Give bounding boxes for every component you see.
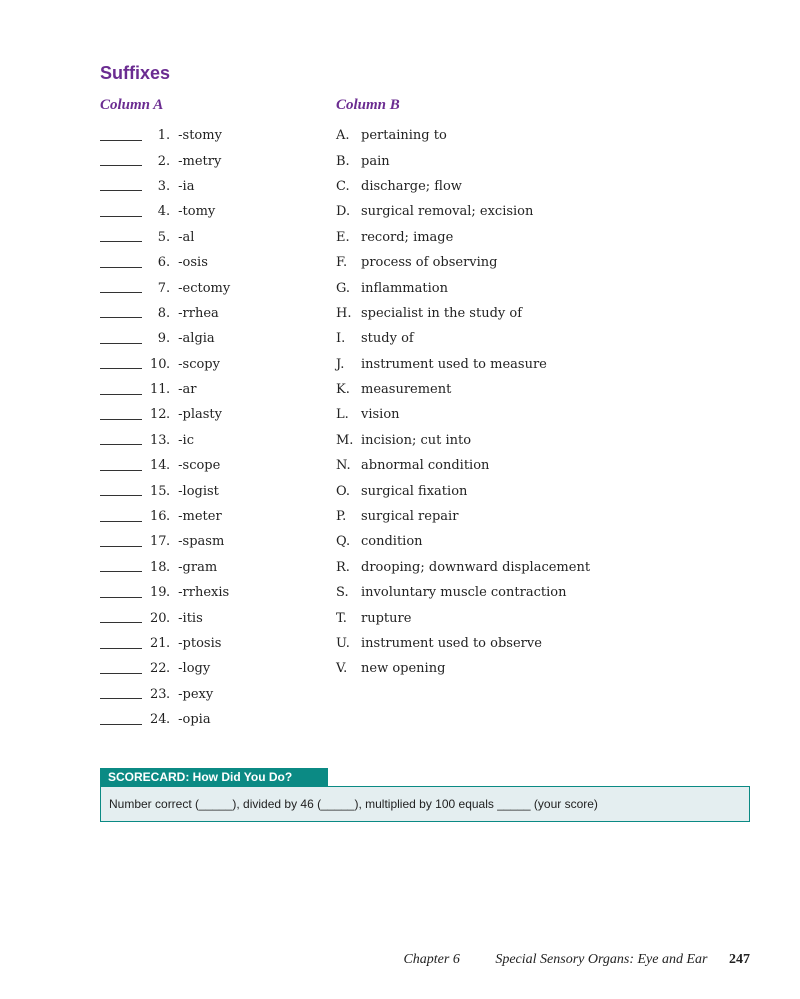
item-number-dot: . — [166, 686, 171, 702]
meaning-text: discharge; flow — [361, 178, 462, 194]
column-a-item — [100, 428, 230, 453]
item-number-dot: . — [166, 483, 171, 499]
meaning-text: surgical fixation — [361, 483, 468, 499]
answer-blank[interactable] — [100, 367, 142, 369]
item-number: 16 — [150, 509, 167, 525]
column-b-item — [336, 148, 590, 173]
answer-blank[interactable] — [100, 215, 142, 217]
item-letter: O. — [336, 483, 351, 499]
answer-blank[interactable] — [100, 621, 142, 623]
item-number: 24 — [150, 712, 167, 728]
meaning-text: study of — [361, 331, 414, 347]
meaning-text: surgical repair — [361, 509, 459, 525]
item-letter: L. — [336, 407, 349, 423]
column-b-item — [336, 174, 590, 199]
item-number-dot: . — [166, 229, 171, 245]
item-number-dot: . — [166, 128, 171, 144]
item-number: 12 — [150, 407, 167, 423]
suffix-term: -logist — [178, 483, 219, 499]
answer-blank[interactable] — [100, 469, 142, 471]
answer-blank[interactable] — [100, 164, 142, 166]
meaning-text: process of observing — [361, 255, 498, 271]
item-number: 14 — [150, 458, 167, 474]
item-letter: E. — [336, 229, 350, 245]
answer-blank[interactable] — [100, 240, 142, 242]
meaning-text: vision — [361, 407, 400, 423]
answer-blank[interactable] — [100, 494, 142, 496]
item-number-dot: . — [166, 305, 171, 321]
item-number: 17 — [150, 534, 167, 550]
suffix-term: -gram — [178, 559, 218, 575]
column-a-item — [100, 199, 230, 224]
suffix-term: -scopy — [178, 356, 220, 372]
item-letter: F. — [336, 255, 348, 271]
column-b-item — [336, 199, 590, 224]
item-letter: B. — [336, 153, 350, 169]
suffix-term: -al — [178, 229, 195, 245]
scorecard-text: Number correct (_____), divided by 46 (_____), multiplied by 100 equals _____ (your score) — [109, 797, 598, 811]
item-number-dot: . — [166, 559, 171, 575]
column-a-item — [100, 453, 230, 478]
column-a-item — [100, 555, 230, 580]
item-number-dot: . — [166, 382, 171, 398]
answer-blank[interactable] — [100, 443, 142, 445]
scorecard — [100, 768, 750, 822]
answer-blank[interactable] — [100, 139, 142, 141]
suffix-term: -itis — [178, 610, 203, 626]
suffix-term: -ar — [178, 382, 197, 398]
item-letter: G. — [336, 280, 351, 296]
scorecard-title: SCORECARD: How Did You Do? — [100, 768, 328, 786]
suffix-term: -tomy — [178, 204, 216, 220]
section-title: Suffixes — [100, 63, 171, 83]
item-letter: H. — [336, 305, 352, 321]
column-b-item — [336, 225, 590, 250]
column-b-item — [336, 605, 590, 630]
item-letter: R. — [336, 559, 350, 575]
answer-blank[interactable] — [100, 672, 142, 674]
column-a-item — [100, 377, 230, 402]
meaning-text: instrument used to observe — [361, 636, 542, 651]
answer-blank[interactable] — [100, 520, 142, 522]
item-number: 8 — [157, 305, 166, 321]
column-b-item — [336, 504, 590, 529]
item-number: 9 — [157, 331, 166, 347]
item-letter: I. — [336, 331, 346, 347]
column-a-item — [100, 529, 230, 554]
column-a-item — [100, 225, 230, 250]
answer-blank[interactable] — [100, 393, 142, 395]
meaning-text: pertaining to — [361, 128, 447, 144]
item-letter: K. — [336, 382, 350, 398]
suffix-term: -metry — [178, 153, 222, 169]
suffix-term: -rrhexis — [178, 585, 230, 601]
answer-blank[interactable] — [100, 545, 142, 547]
meaning-text: rupture — [361, 610, 412, 626]
item-number: 6 — [157, 255, 166, 271]
column-a-item — [100, 504, 230, 529]
column-b-item — [336, 478, 590, 503]
column-b-heading: Column B — [336, 97, 400, 113]
item-number: 23 — [150, 686, 167, 702]
column-b-item — [336, 453, 590, 478]
answer-blank[interactable] — [100, 570, 142, 572]
item-number-dot: . — [166, 585, 171, 601]
column-a-item — [100, 402, 230, 427]
meaning-text: pain — [361, 153, 390, 169]
item-number: 2 — [157, 153, 166, 169]
meaning-text: involuntary muscle contraction — [361, 585, 567, 601]
item-number-dot: . — [166, 280, 171, 296]
answer-blank[interactable] — [100, 697, 142, 699]
item-number: 3 — [157, 178, 166, 194]
item-letter: Q. — [336, 534, 351, 550]
suffix-term: -ia — [178, 178, 195, 194]
item-number-dot: . — [166, 509, 171, 525]
suffix-term: -meter — [178, 509, 222, 525]
item-number-dot: . — [166, 712, 171, 728]
item-number: 19 — [150, 585, 167, 601]
column-a-item — [100, 656, 230, 681]
footer-chapter: Chapter 6 — [403, 952, 460, 967]
item-number: 20 — [150, 610, 167, 626]
item-number: 10 — [150, 356, 167, 372]
item-number: 21 — [150, 636, 167, 651]
suffix-term: -ptosis — [178, 636, 222, 651]
column-a-item — [100, 275, 230, 300]
suffix-term: -stomy — [178, 128, 222, 144]
column-b-item — [336, 631, 590, 656]
item-letter: T. — [336, 610, 347, 626]
meaning-text: record; image — [361, 229, 454, 245]
item-number-dot: . — [166, 610, 171, 626]
answer-blank[interactable] — [100, 316, 142, 318]
column-b-item — [336, 123, 590, 148]
column-b-item — [336, 352, 590, 377]
item-letter: M. — [336, 432, 354, 448]
column-a-item — [100, 123, 230, 148]
column-b-item — [336, 301, 590, 326]
item-letter: D. — [336, 204, 351, 220]
item-number-dot: . — [166, 331, 171, 347]
answer-blank[interactable] — [100, 723, 142, 725]
item-letter: A. — [336, 128, 350, 144]
column-a-item — [100, 148, 230, 173]
meaning-text: surgical removal; excision — [361, 204, 534, 220]
column-a-item — [100, 580, 230, 605]
scorecard-body — [100, 786, 750, 822]
meaning-text: drooping; downward displacement — [361, 559, 591, 575]
item-number-dot: . — [166, 178, 171, 194]
column-a-heading: Column A — [100, 97, 164, 113]
column-a-item — [100, 301, 230, 326]
meaning-text: incision; cut into — [361, 432, 472, 448]
answer-blank[interactable] — [100, 596, 142, 598]
column-b-item — [336, 402, 590, 427]
column-a-item — [100, 352, 230, 377]
suffix-term: -opia — [178, 712, 211, 728]
item-number-dot: . — [166, 636, 171, 651]
item-letter: N. — [336, 458, 351, 474]
column-a-list — [100, 123, 230, 732]
item-number-dot: . — [166, 458, 171, 474]
answer-blank[interactable] — [100, 647, 142, 649]
column-b-item — [336, 428, 590, 453]
item-number: 5 — [157, 229, 166, 245]
item-letter: U. — [336, 636, 350, 651]
meaning-text: specialist in the study of — [361, 305, 523, 321]
suffix-term: -rrhea — [178, 305, 219, 321]
column-a-item — [100, 478, 230, 503]
item-number: 22 — [150, 661, 167, 677]
column-a-item — [100, 326, 230, 351]
suffix-term: -spasm — [178, 534, 225, 550]
column-b-item — [336, 555, 590, 580]
item-letter: P. — [336, 509, 347, 525]
column-b-item — [336, 656, 590, 681]
suffix-term: -osis — [178, 255, 208, 271]
item-number: 4 — [157, 204, 166, 220]
item-number: 11 — [150, 382, 167, 398]
meaning-text: measurement — [361, 382, 452, 398]
column-a-item — [100, 707, 230, 732]
column-b-item — [336, 326, 590, 351]
item-number: 7 — [157, 280, 166, 296]
suffix-term: -scope — [178, 458, 221, 474]
item-number-dot: . — [166, 153, 171, 169]
answer-blank[interactable] — [100, 291, 142, 293]
page-footer — [403, 952, 750, 968]
column-b-list — [336, 123, 590, 682]
meaning-text: condition — [361, 534, 423, 550]
item-number-dot: . — [166, 661, 171, 677]
item-number-dot: . — [166, 356, 171, 372]
item-letter: J. — [336, 356, 345, 372]
footer-section: Special Sensory Organs: Eye and Ear — [495, 952, 708, 967]
item-number-dot: . — [166, 407, 171, 423]
column-a-item — [100, 605, 230, 630]
column-b-item — [336, 580, 590, 605]
answer-blank[interactable] — [100, 342, 142, 344]
item-number: 1 — [157, 128, 166, 144]
item-number: 18 — [150, 559, 167, 575]
answer-blank[interactable] — [100, 418, 142, 420]
suffix-term: -ic — [178, 432, 194, 448]
item-letter: S. — [336, 585, 349, 601]
item-letter: C. — [336, 178, 350, 194]
suffix-term: -pexy — [178, 686, 214, 702]
item-number-dot: . — [166, 534, 171, 550]
column-a-item — [100, 174, 230, 199]
meaning-text: abnormal condition — [361, 458, 490, 474]
column-b-item — [336, 250, 590, 275]
item-number-dot: . — [166, 255, 171, 271]
meaning-text: new opening — [361, 661, 446, 677]
column-b-item — [336, 275, 590, 300]
item-number: 13 — [150, 432, 167, 448]
meaning-text: instrument used to measure — [361, 356, 547, 372]
item-number: 15 — [150, 483, 167, 499]
suffix-term: -logy — [178, 661, 211, 677]
column-a-item — [100, 682, 230, 707]
column-a-item — [100, 250, 230, 275]
item-number-dot: . — [166, 432, 171, 448]
suffix-term: -algia — [178, 331, 215, 347]
item-number-dot: . — [166, 204, 171, 220]
column-b-item — [336, 529, 590, 554]
suffix-term: -plasty — [178, 407, 223, 423]
suffix-term: -ectomy — [178, 280, 231, 296]
answer-blank[interactable] — [100, 189, 142, 191]
column-b-item — [336, 377, 590, 402]
column-a-item — [100, 631, 230, 656]
meaning-text: inflammation — [361, 280, 448, 296]
answer-blank[interactable] — [100, 266, 142, 268]
item-letter: V. — [336, 661, 348, 677]
page-number: 247 — [729, 952, 750, 967]
